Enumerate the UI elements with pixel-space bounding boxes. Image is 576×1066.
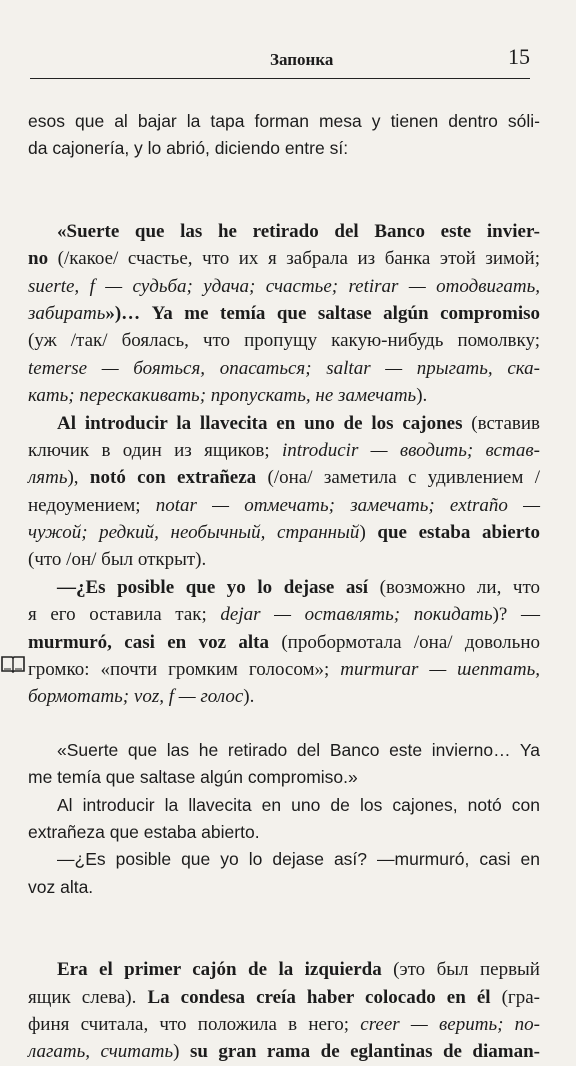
text-line <box>28 273 540 300</box>
translation: (гра- <box>490 986 540 1008</box>
spanish-phrase: »)… Ya me temía que saltase algún compromiso <box>105 302 540 324</box>
text-line <box>28 218 540 245</box>
translation: (/какое/ счастье, что их я забрала из банка этой зимой; <box>48 248 540 270</box>
text-line <box>28 683 540 710</box>
vocabulary-note: creer — верить; по- <box>360 1013 540 1035</box>
open-book-icon <box>0 654 26 674</box>
vocabulary-note: introducir — вводить; встав- <box>281 439 540 461</box>
paragraph-es-posible <box>28 574 540 711</box>
spanish-phrase: Al introducir la llavecita en uno de los cajones <box>57 412 463 434</box>
spanish-phrase: murmuró, casi en voz alta <box>28 631 269 653</box>
translation: ящик слева). <box>28 986 148 1008</box>
translation: ). <box>243 686 255 708</box>
text-line <box>28 492 540 519</box>
spanish-phrase: no <box>28 248 49 270</box>
vocabulary-note: лять <box>28 467 68 489</box>
vocabulary-note: лагать, считать <box>28 1041 174 1063</box>
text-line: extrañeza que estaba abierto. <box>28 821 260 842</box>
text-line <box>28 300 540 327</box>
page-number: 15 <box>508 44 530 69</box>
vocabulary-note: кать; перескакивать; пропускать, не замечать <box>28 385 417 407</box>
page-body <box>28 108 540 1066</box>
translation: (это был первый <box>381 959 540 981</box>
text-line <box>28 1011 540 1038</box>
text-line <box>28 464 540 491</box>
text-line: da cajonería, y lo abrió, diciendo entre sí: <box>28 138 349 159</box>
text-line: me temía que saltase algún compromiso.» <box>28 767 358 788</box>
text-line <box>28 574 540 601</box>
text-line: «Suerte que las he retirado del Banco este invierno… Ya <box>57 739 540 760</box>
spanish-phrase: que estaba abierto <box>377 522 541 544</box>
paragraph-primer-cajon <box>28 956 540 1066</box>
translation: ), <box>67 467 90 489</box>
text-line: (что /он/ был открыт). <box>28 549 207 571</box>
vocabulary-note: notar — отмечать; замечать; extraño — <box>155 494 540 516</box>
translation: (/она/ заметила с удивлением / <box>256 467 541 489</box>
text-line: voz alta. <box>28 876 94 897</box>
translation: финя считала, что положила в него; <box>28 1013 361 1035</box>
translation: ) <box>173 1041 190 1063</box>
text-line <box>28 382 540 409</box>
vocabulary-note: suerte, f — судьба; удача; счастье; retirar — отодвигать, <box>28 275 540 297</box>
spanish-phrase: «Suerte que las he retirado del Banco este invier- <box>57 220 540 242</box>
text-line <box>28 984 540 1011</box>
spanish-phrase: —¿Es posible que yo lo dejase así <box>57 576 369 598</box>
spanish-phrase: su gran rama de eglantinas de diaman- <box>189 1041 541 1063</box>
translation: (возможно ли, что <box>368 576 540 598</box>
text-line <box>28 956 540 983</box>
text-line: —¿Es posible que yo lo dejase así? —murmuró, casi en <box>57 849 540 870</box>
translation: ). <box>416 385 428 407</box>
plain-text-section <box>28 737 540 901</box>
spanish-phrase: Era el primer cajón de la izquierda <box>57 959 382 981</box>
vocabulary-note: dejar — оставлять; покидать <box>220 604 493 626</box>
text-line: esos que al bajar la tapa forman mesa y tienen dentro sóli- <box>28 111 540 131</box>
text-line <box>28 437 540 464</box>
translation: я его оставила так; <box>28 604 221 626</box>
text-line <box>28 1038 540 1065</box>
text-line <box>28 601 540 628</box>
translation: ключик в один из ящиков; <box>28 439 282 461</box>
translation: )? — <box>492 604 540 626</box>
spanish-phrase: La condesa creía haber colocado en él <box>147 986 491 1008</box>
vocabulary-note: temerse — бояться, опасаться; saltar — прыгать, ска- <box>28 357 540 379</box>
text-line <box>28 629 540 656</box>
spanish-phrase: notó con extrañeza <box>89 467 257 489</box>
text-line: (уж /так/ боялась, что пропущу какую-нибудь помолвку; <box>28 330 540 352</box>
header-rule <box>30 78 530 79</box>
text-line <box>28 245 540 272</box>
text-line: Al introducir la llavecita en uno de los cajones, notó con <box>57 794 540 815</box>
vocabulary-note: чужой; редкий, необычный, странный <box>28 522 360 544</box>
translation: (вставив <box>462 412 540 434</box>
page-header <box>30 44 530 76</box>
vocabulary-note: бормотать; voz, f — голос <box>28 686 244 708</box>
text-line <box>28 355 540 382</box>
text-line <box>28 519 540 546</box>
translation: (пробормотала /она/ довольно <box>268 631 540 653</box>
vocabulary-note: murmurar — шептать, <box>340 659 540 681</box>
paragraph-llavecita <box>28 410 540 574</box>
text-line <box>28 656 540 683</box>
text-line <box>28 410 540 437</box>
translation: громко: «почти громким голосом»; <box>28 659 341 681</box>
translation: недоумением; <box>28 494 156 516</box>
paragraph-suerte <box>28 218 540 410</box>
vocabulary-note: забирать <box>28 302 106 324</box>
intro-paragraph <box>28 108 540 163</box>
running-title: Запонка <box>270 50 334 69</box>
translation: ) <box>359 522 378 544</box>
